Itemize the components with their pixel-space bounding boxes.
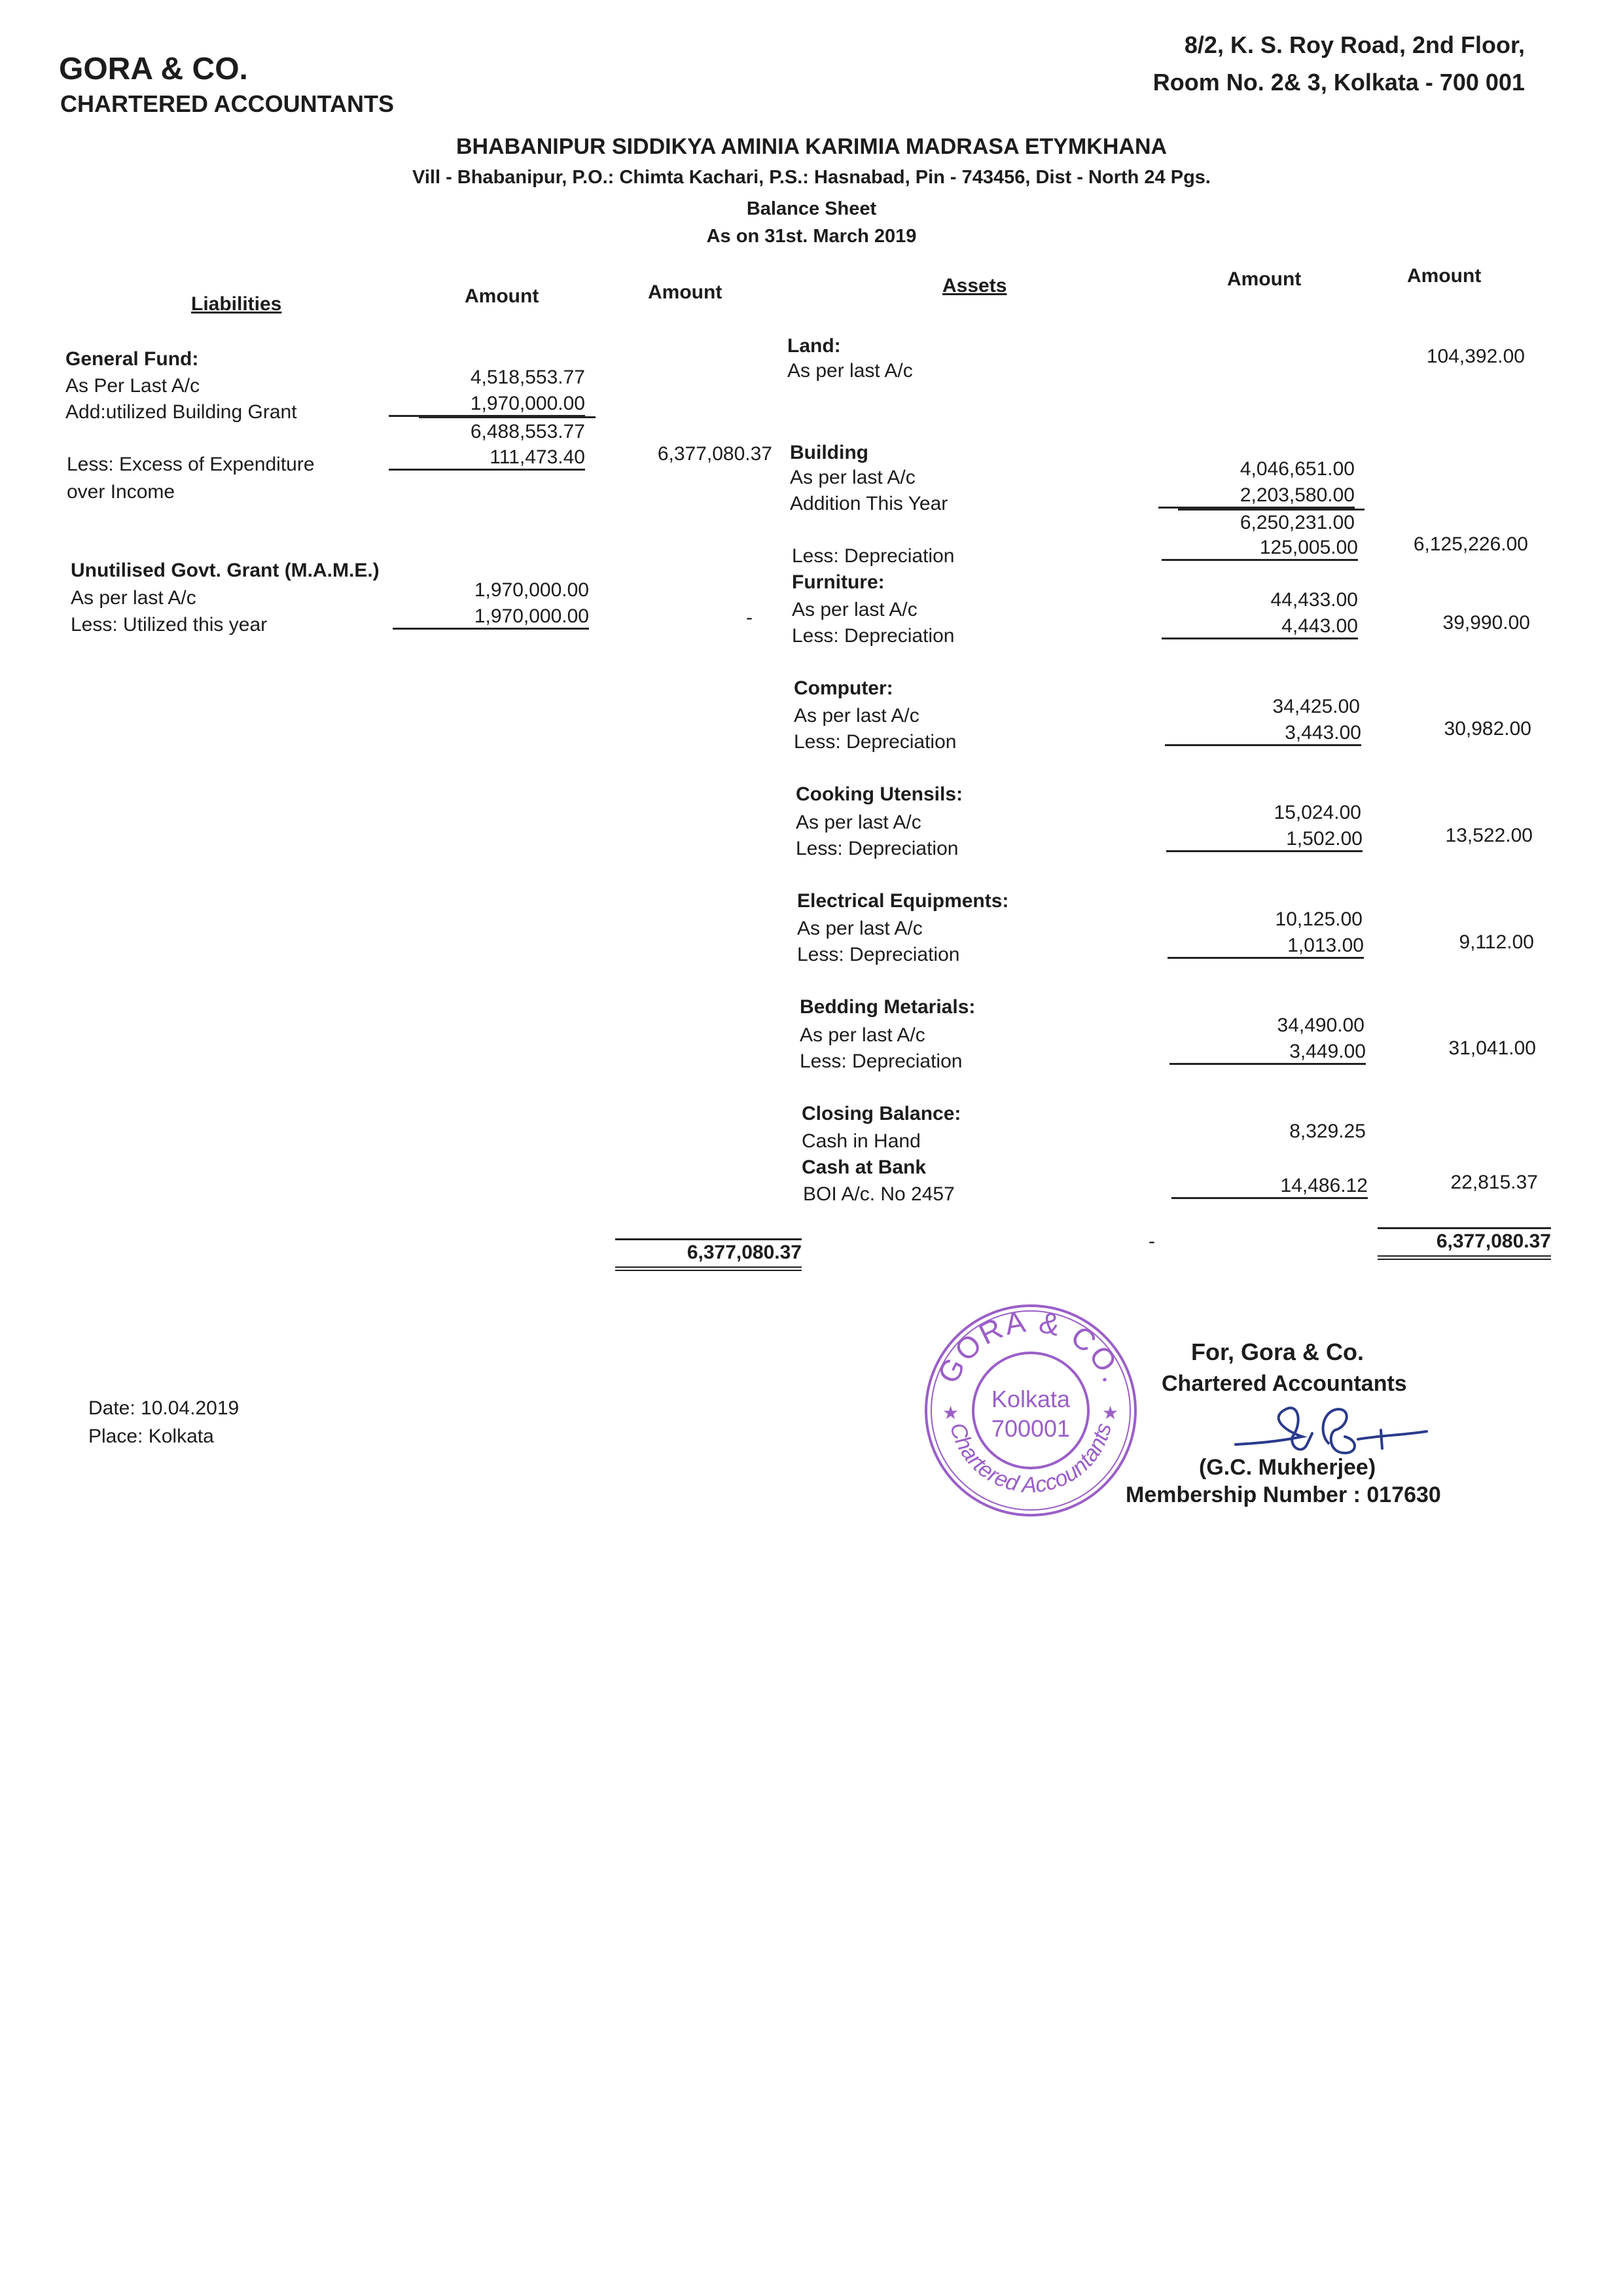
entity-name: BHABANIPUR SIDDIKYA AMINIA KARIMIA MADRASA ETYMKHANA xyxy=(455,134,1168,159)
statement-title: Balance Sheet xyxy=(746,198,877,219)
cooking-title: Cooking Utensils: xyxy=(796,783,963,805)
svg-text:GORA & CO. xyxy=(931,1304,1131,1389)
bedding-total: 31,041.00 xyxy=(1448,1037,1536,1059)
building-line2-value: 2,203,580.00 xyxy=(1158,484,1355,509)
liabilities-grand-total: 6,377,080.37 xyxy=(615,1238,802,1271)
bedding-dep-value: 3,449.00 xyxy=(1169,1041,1366,1065)
cooking-dep-value: 1,502.00 xyxy=(1166,828,1363,852)
computer-total: 30,982.00 xyxy=(1444,718,1531,740)
computer-dep-value: 3,443.00 xyxy=(1165,722,1361,746)
building-rule xyxy=(1178,509,1364,511)
govt-grant-line2-value: 1,970,000.00 xyxy=(393,605,589,630)
furniture-title: Furniture: xyxy=(792,571,885,593)
govt-grant-title: Unutilised Govt. Grant (M.A.M.E.) xyxy=(71,560,380,581)
building-subtotal: 6,250,231.00 xyxy=(1240,512,1355,533)
stamp-star-left-icon: ★ xyxy=(942,1402,959,1424)
govt-grant-total: - xyxy=(746,607,753,628)
liabilities-header: Liabilities xyxy=(191,293,282,315)
assets-grand-total: 6,377,080.37 xyxy=(1378,1227,1551,1260)
closing-total: 22,815.37 xyxy=(1450,1172,1538,1193)
building-line1-label: As per last A/c xyxy=(790,467,916,488)
bedding-line1-label: As per last A/c xyxy=(800,1024,925,1046)
closing-cash-label: Cash in Hand xyxy=(802,1130,921,1152)
asset-amount-header-1: Amount xyxy=(1227,268,1302,290)
general-fund-line2-label: Add:utilized Building Grant xyxy=(65,401,297,423)
building-title: Building xyxy=(790,442,868,463)
general-fund-less-label1: Less: Excess of Expenditure xyxy=(67,454,315,475)
land-label: As per last A/c xyxy=(787,360,913,382)
footer-place: Place: Kolkata xyxy=(88,1426,214,1447)
electrical-title: Electrical Equipments: xyxy=(797,890,1009,912)
cooking-total: 13,522.00 xyxy=(1445,825,1533,846)
footer-signatory: (G.C. Mukherjee) xyxy=(1199,1455,1376,1480)
footer-membership: Membership Number : 017630 xyxy=(1126,1482,1441,1507)
firm-subtitle: CHARTERED ACCOUNTANTS xyxy=(60,90,394,117)
govt-grant-line1-value: 1,970,000.00 xyxy=(474,579,589,601)
furniture-line1-label: As per last A/c xyxy=(792,599,918,620)
footer-for-firm: For, Gora & Co. xyxy=(1191,1338,1364,1365)
bedding-title: Bedding Metarials: xyxy=(800,996,976,1018)
firm-name: GORA & CO. xyxy=(59,52,248,86)
closing-bank-value: 14,486.12 xyxy=(1171,1175,1368,1199)
bedding-dep-label: Less: Depreciation xyxy=(800,1050,963,1072)
general-fund-line2-value: 1,970,000.00 xyxy=(389,393,585,417)
stamp-pin: 700001 xyxy=(991,1415,1071,1442)
building-line2-label: Addition This Year xyxy=(790,493,948,514)
general-fund-less-value: 111,473.40 xyxy=(389,446,585,471)
computer-dep-label: Less: Depreciation xyxy=(794,731,957,753)
cooking-line1-label: As per last A/c xyxy=(796,812,921,833)
general-fund-title: General Fund: xyxy=(65,348,199,370)
furniture-total: 39,990.00 xyxy=(1442,612,1530,634)
electrical-line1-value: 10,125.00 xyxy=(1275,908,1363,930)
electrical-dep-value: 1,013.00 xyxy=(1168,935,1364,959)
closing-bank-label: BOI A/c. No 2457 xyxy=(803,1183,955,1205)
stamp-city: Kolkata xyxy=(991,1386,1071,1412)
govt-grant-line1-label: As per last A/c xyxy=(71,587,196,609)
general-fund-line1-value: 4,518,553.77 xyxy=(470,367,585,388)
land-total: 104,392.00 xyxy=(1426,346,1525,367)
entity-address: Vill - Bhabanipur, P.O.: Chimta Kachari, P.S.: Hasnabad, Pin - 743456, Dist - North 24 Pgs. xyxy=(412,167,1211,188)
stamp-ring-top: GORA & CO. xyxy=(931,1304,1132,1389)
electrical-line1-label: As per last A/c xyxy=(797,918,923,939)
general-fund-rule xyxy=(419,416,596,418)
general-fund-less-label2: over Income xyxy=(67,481,175,503)
statement-date: As on 31st. March 2019 xyxy=(706,226,917,247)
computer-title: Computer: xyxy=(794,677,893,699)
land-title: Land: xyxy=(787,335,841,357)
footer-designation: Chartered Accountants xyxy=(1162,1371,1407,1396)
electrical-total: 9,112.00 xyxy=(1459,931,1534,953)
building-dep-label: Less: Depreciation xyxy=(792,545,955,567)
firm-seal-stamp xyxy=(923,1302,1139,1518)
general-fund-line1-label: As Per Last A/c xyxy=(65,375,200,397)
firm-address-line2: Room No. 2& 3, Kolkata - 700 001 xyxy=(1152,69,1525,96)
asset-amount-header-2: Amount xyxy=(1407,265,1482,287)
furniture-dep-value: 4,443.00 xyxy=(1162,615,1358,639)
closing-cash-value: 8,329.25 xyxy=(1289,1121,1366,1142)
general-fund-subtotal: 6,488,553.77 xyxy=(470,421,585,442)
computer-line1-value: 34,425.00 xyxy=(1272,696,1360,717)
closing-bank-title: Cash at Bank xyxy=(802,1157,927,1178)
closing-title: Closing Balance: xyxy=(802,1103,961,1124)
bedding-line1-value: 34,490.00 xyxy=(1277,1014,1364,1036)
building-total: 6,125,226.00 xyxy=(1413,533,1528,555)
computer-line1-label: As per last A/c xyxy=(794,705,919,726)
cooking-line1-value: 15,024.00 xyxy=(1274,802,1361,823)
footer-date: Date: 10.04.2019 xyxy=(88,1397,240,1419)
building-dep-value: 125,005.00 xyxy=(1162,537,1358,561)
liab-amount-header-1: Amount xyxy=(465,285,539,307)
building-line1-value: 4,046,651.00 xyxy=(1240,458,1355,480)
furniture-line1-value: 44,433.00 xyxy=(1270,589,1358,611)
furniture-dep-label: Less: Depreciation xyxy=(792,625,955,647)
liab-amount-header-2: Amount xyxy=(648,281,722,303)
stamp-ring-bottom: Chartered Accountants xyxy=(944,1420,1116,1498)
assets-dash: - xyxy=(1149,1230,1155,1252)
electrical-dep-label: Less: Depreciation xyxy=(797,944,960,965)
cooking-dep-label: Less: Depreciation xyxy=(796,838,959,859)
firm-address-line1: 8/2, K. S. Roy Road, 2nd Floor, xyxy=(1184,31,1525,58)
general-fund-total: 6,377,080.37 xyxy=(657,443,772,465)
govt-grant-line2-label: Less: Utilized this year xyxy=(71,614,268,636)
stamp-star-right-icon: ★ xyxy=(1102,1402,1119,1424)
assets-header: Assets xyxy=(942,275,1007,296)
